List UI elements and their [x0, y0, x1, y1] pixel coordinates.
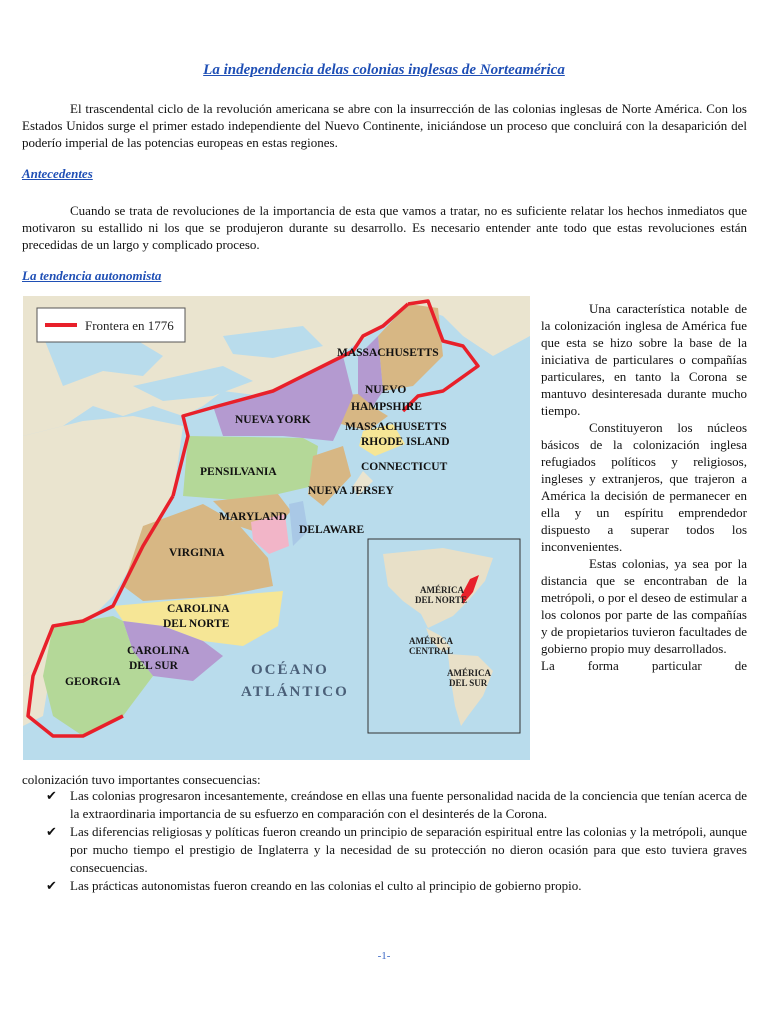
intro-paragraph: El trascendental ciclo de la revolución americana se abre con la insurrección de las colonias inglesas de Norte América. Con los Estados Unidos surge el primer estado independiente del Nuevo Continente, iniciándose un proceso que concluirá con la desaparición del poderío imperial de las potencias europeas en estas regiones. [22, 101, 747, 150]
label-carolina-sur-1: CAROLINA [127, 645, 190, 657]
label-oceano: OCÉANO [251, 662, 329, 678]
check-icon: ✔ [46, 788, 57, 803]
list-item: ✔ Las colonias progresaron incesantemente, creándose en ellas una fuente personalidad nacida de la conciencia que tenían acerca de la extraordinaria importancia de su esfuerzo en comparación con el desinterés de la Corona. [46, 788, 747, 821]
label-carolina-sur-2: DEL SUR [129, 660, 178, 672]
label-atlantico: ATLÁNTICO [241, 684, 349, 700]
side-paragraph-3: Estas colonias, ya sea por la distancia que se encontraban de la metrópoli, o por el deseo de estimular a los colonos por parte de las compañías y de propietarios tuvieron facultades de gobierno propio muy desarrollados. [541, 556, 747, 656]
side-column [541, 300, 747, 674]
inset-label-central-1: AMÉRICA [409, 636, 453, 646]
consequences-list [46, 787, 747, 895]
side-paragraph-2: Constituyeron los núcleos básicos de la colonización inglesa refugiados políticos y religiosos, ingleses y extranjeros, que trajeron a América la decisión de permanecer en ella y un espíritu emprendedor dispuesto a superar todos los inconvenientes. [541, 420, 747, 554]
label-georgia: GEORGIA [65, 676, 121, 688]
inset-label-north-1: AMÉRICA [420, 585, 464, 595]
colonies-map [23, 296, 530, 760]
label-delaware: DELAWARE [299, 524, 365, 536]
label-nueva-york: NUEVA YORK [235, 414, 311, 426]
label-hampshire: HAMPSHIRE [351, 401, 422, 413]
inset-label-north-2: DEL NORTE [415, 595, 467, 605]
side-paragraph-4: La forma particular de [541, 658, 747, 673]
label-carolina-norte-1: CAROLINA [167, 603, 230, 615]
side-paragraph-1: Una característica notable de la colonización inglesa de América fue que esta se hizo sobre la base de la iniciativa de particulares o compañías particulares, en tanto la Corona se mantuvo desinteresada durante mucho tiempo. [541, 301, 747, 418]
label-virginia: VIRGINIA [169, 547, 225, 559]
label-pensilvania: PENSILVANIA [200, 466, 277, 478]
label-massachusetts-north: MASSACHUSETTS [337, 347, 439, 359]
check-icon: ✔ [46, 878, 57, 893]
label-carolina-norte-2: DEL NORTE [163, 618, 230, 630]
section-heading-antecedentes: Antecedentes [22, 166, 93, 181]
label-nuevo: NUEVO [365, 384, 407, 396]
inset-map [368, 539, 520, 733]
page-number: -1- [377, 950, 391, 962]
label-rhode-island: RHODE ISLAND [361, 436, 450, 448]
list-item: ✔ Las diferencias religiosas y políticas fueron creando un principio de separación espiritual entre las colonias y la metrópoli, aunque por mucho tiempo el prestigio de Inglaterra y la necesidad de su protección no dieron ocasión para que esto tuviera graves consecuencias. [46, 824, 747, 875]
antecedentes-paragraph: Cuando se trata de revoluciones de la importancia de esta que vamos a tratar, no es suficiente relatar los hechos inmediatos que motivaron su estallido ni los que se produjeron durante su desarrollo. Es necesario entender ante todo que estas revoluciones están precedidas de un largo y complicado proceso. [22, 203, 747, 252]
page-title: La independencia delas colonias inglesas de Norteamérica [203, 62, 565, 78]
inset-label-south-2: DEL SUR [449, 678, 488, 688]
label-maryland: MARYLAND [219, 511, 287, 523]
map-legend-label: Frontera en 1776 [85, 318, 174, 333]
label-connecticut: CONNECTICUT [361, 461, 448, 473]
inset-label-south-1: AMÉRICA [447, 668, 491, 678]
label-nueva-jersey: NUEVA JERSEY [308, 485, 394, 497]
label-massachusetts-south: MASSACHUSETTS [345, 421, 447, 433]
continuation-line: colonización tuvo importantes consecuencias: [22, 772, 261, 787]
section-heading-tendencia: La tendencia autonomista [22, 268, 162, 283]
list-item: ✔ Las prácticas autonomistas fueron creando en las colonias el culto al principio de gobierno propio. [46, 878, 582, 893]
inset-label-central-2: CENTRAL [409, 646, 454, 656]
check-icon: ✔ [46, 824, 57, 839]
